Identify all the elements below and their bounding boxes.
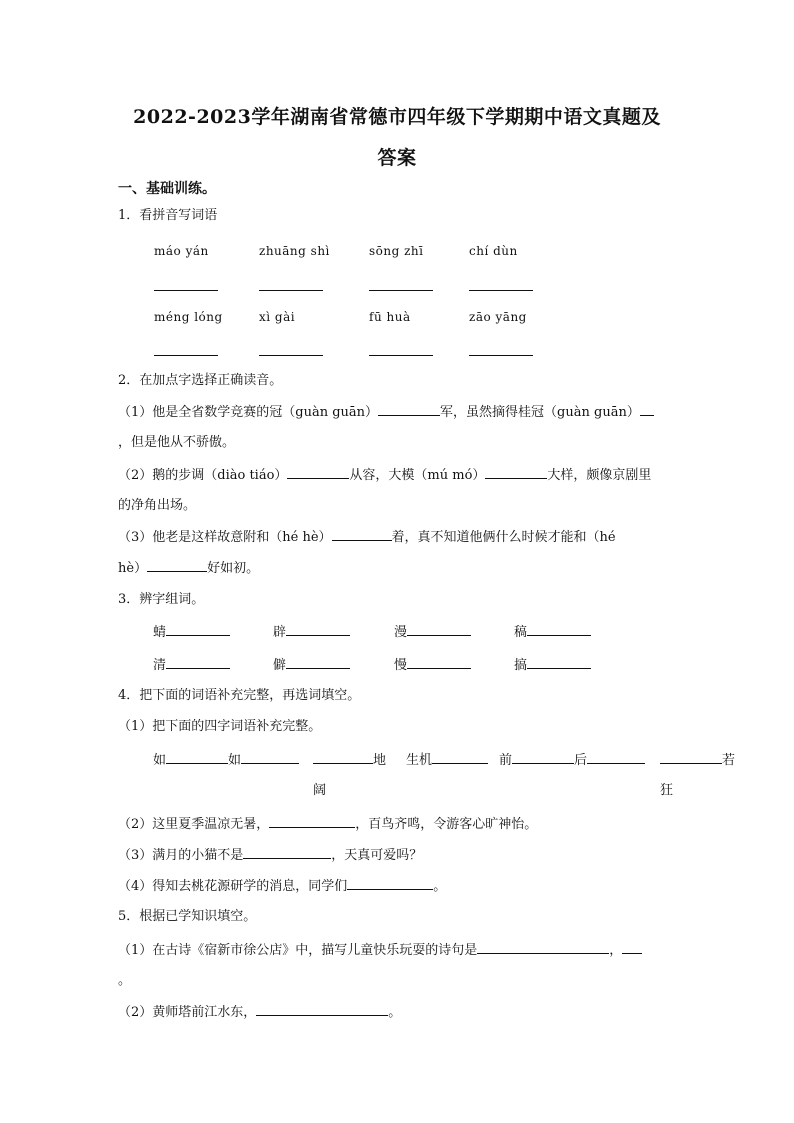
text: hè）: [118, 561, 148, 576]
q4-sub2: [118, 815, 537, 834]
answer-blank[interactable]: [512, 751, 574, 764]
char: 慢: [394, 658, 408, 673]
answer-blank[interactable]: [660, 751, 722, 764]
char-item: [514, 623, 591, 642]
text: 。: [433, 879, 447, 894]
idiom-item: [499, 751, 645, 770]
char: 辟: [273, 625, 287, 640]
text: ，百鸟齐鸣，令游客心旷神怡。: [355, 817, 538, 832]
answer-blank[interactable]: [477, 941, 609, 954]
q2-item2-line2: 的净角出场。: [118, 498, 197, 513]
idiom-item-wrap: 狂: [660, 783, 674, 798]
q4-sub4: [118, 877, 446, 896]
answer-blank[interactable]: [527, 656, 591, 669]
q2-stem: 2．在加点字选择正确读音。: [118, 373, 283, 388]
char-item: [153, 656, 230, 675]
answer-blank[interactable]: [166, 623, 230, 636]
page-title: 2022-2023学年湖南省常德市四年级下学期期中语文真题及: [133, 106, 661, 128]
answer-blank[interactable]: [432, 751, 488, 764]
text: ，: [609, 943, 623, 958]
pinyin-6: xì gài: [259, 310, 296, 324]
answer-blank[interactable]: [407, 656, 471, 669]
char-item: [394, 656, 471, 675]
q5-sub2: [118, 1003, 401, 1022]
text: 地: [373, 753, 387, 768]
answer-blank[interactable]: [313, 751, 373, 764]
q4-sub1: （1）把下面的四字词语补充完整。: [118, 719, 322, 734]
text: 如: [153, 753, 167, 768]
text: （1）在古诗《宿新市徐公店》中，描写儿童快乐玩耍的诗句是: [118, 943, 478, 958]
q2-item3-line1: [118, 528, 616, 547]
text: 生机: [406, 753, 433, 768]
answer-blank[interactable]: [622, 941, 642, 954]
text: 军，虽然摘得桂冠（guàn guān）: [440, 405, 640, 420]
text: 大样，颇像京剧里: [547, 468, 652, 483]
char-item: [273, 623, 350, 642]
q2-item1-line2: ，但是他从不骄傲。: [118, 435, 236, 450]
answer-blank[interactable]: [269, 815, 355, 828]
char-item: [153, 623, 230, 642]
answer-blank[interactable]: [166, 656, 230, 669]
q2-item2-line1: [118, 466, 651, 485]
answer-blank[interactable]: [587, 751, 645, 764]
answer-blank[interactable]: [241, 751, 299, 764]
text: （2）鹅的步调（diào tiáo）: [118, 468, 288, 483]
text: （2）黄师塔前江水东，: [118, 1005, 257, 1020]
text: 前: [499, 753, 513, 768]
answer-blank[interactable]: [378, 403, 440, 416]
pinyin-1: máo yán: [154, 244, 209, 258]
char: 蜻: [153, 625, 167, 640]
page-title-line2: 答案: [377, 147, 417, 169]
pinyin-7: fū huà: [369, 310, 411, 324]
text: 。: [388, 1005, 402, 1020]
q2-item1-line1: [118, 403, 654, 422]
answer-blank[interactable]: [469, 290, 533, 291]
idiom-row: [153, 751, 299, 770]
char-item: [273, 656, 350, 675]
q2-item3-line2: [118, 559, 259, 578]
char-item: [394, 623, 471, 642]
answer-blank[interactable]: [259, 355, 323, 356]
q4-sub3: [118, 846, 422, 865]
text: ，天真可爱吗？: [331, 848, 423, 863]
answer-blank[interactable]: [243, 846, 331, 859]
idiom-item: [406, 751, 488, 770]
char: 漫: [394, 625, 408, 640]
answer-blank[interactable]: [369, 355, 433, 356]
idiom-item: [660, 751, 735, 770]
text: （3）满月的小猫不是: [118, 848, 244, 863]
text: （3）他老是这样故意附和（hé hè）: [118, 530, 332, 545]
char: 僻: [273, 658, 287, 673]
answer-blank[interactable]: [332, 528, 392, 541]
text: 从容，大模（mú mó）: [349, 468, 486, 483]
text: （1）他是全省数学竞赛的冠（guàn guān）: [118, 405, 379, 420]
text: 后: [574, 753, 588, 768]
pinyin-2: zhuāng shì: [259, 244, 330, 258]
answer-blank[interactable]: [166, 751, 228, 764]
text: 好如初。: [207, 561, 260, 576]
answer-blank[interactable]: [469, 355, 533, 356]
q1-stem: 1．看拼音写词语: [118, 208, 218, 223]
pinyin-4: chí dùn: [469, 244, 518, 258]
text: 着，真不知道他俩什么时候才能和（hé: [391, 530, 616, 545]
text: 如: [228, 753, 242, 768]
idiom-item-wrap: 阔: [313, 783, 327, 798]
answer-blank[interactable]: [256, 1003, 388, 1016]
pinyin-5: méng lóng: [154, 310, 223, 324]
q4-stem: 4．把下面的词语补充完整，再选词填空。: [118, 688, 361, 703]
char: 稿: [514, 625, 528, 640]
pinyin-3: sōng zhī: [369, 244, 424, 258]
text: 若: [722, 753, 736, 768]
section-heading: 一、基础训练。: [118, 181, 216, 197]
q5-sub1: [118, 941, 642, 960]
idiom-item: [313, 751, 386, 770]
answer-blank[interactable]: [154, 290, 218, 291]
char: 搞: [514, 658, 528, 673]
answer-blank[interactable]: [640, 403, 654, 416]
pinyin-8: zāo yāng: [469, 310, 527, 324]
answer-blank[interactable]: [259, 290, 323, 291]
q3-stem: 3．辨字组词。: [118, 592, 205, 607]
answer-blank[interactable]: [286, 623, 350, 636]
char: 清: [153, 658, 167, 673]
answer-blank[interactable]: [286, 656, 350, 669]
answer-blank[interactable]: [407, 623, 471, 636]
q5-stem: 5．根据已学知识填空。: [118, 909, 257, 924]
char-item: [514, 656, 591, 675]
answer-blank[interactable]: [485, 466, 547, 479]
answer-blank[interactable]: [154, 355, 218, 356]
answer-blank[interactable]: [527, 623, 591, 636]
answer-blank[interactable]: [147, 559, 207, 572]
answer-blank[interactable]: [287, 466, 349, 479]
answer-blank[interactable]: [347, 877, 433, 890]
q5-sub1-end: 。: [118, 973, 132, 988]
text: （2）这里夏季温凉无暑，: [118, 817, 270, 832]
text: （4）得知去桃花源研学的消息，同学们: [118, 879, 348, 894]
answer-blank[interactable]: [369, 290, 433, 291]
